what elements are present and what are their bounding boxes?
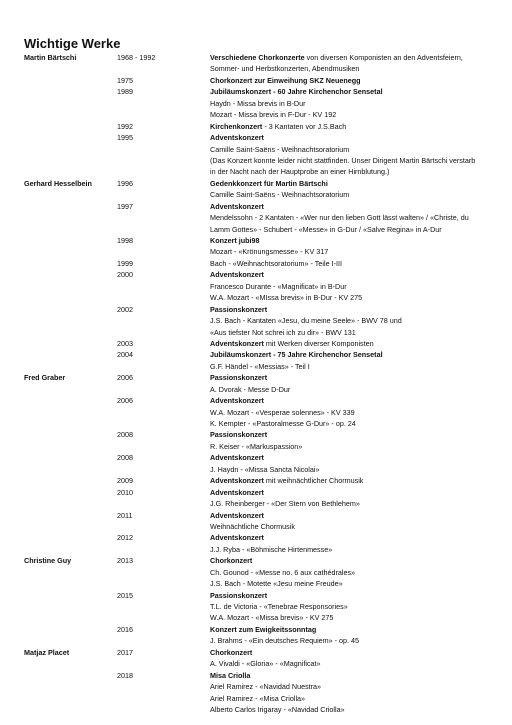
work-description (210, 475, 363, 486)
work-description (210, 258, 342, 269)
work-details: «Aus tiefster Not schrei ich zu dir» - BWV 131 (210, 327, 356, 337)
table-row (0, 464, 512, 475)
year: 2000 (117, 270, 133, 280)
work-title: Passionskonzert (210, 373, 268, 383)
conductor-name: Gerhard Hesselbein (24, 178, 92, 188)
table-row (0, 521, 512, 532)
work-description (210, 98, 305, 109)
work-description (210, 372, 267, 383)
table-row (0, 567, 512, 578)
page-title: Wichtige Werke (24, 36, 121, 51)
table-row (0, 201, 512, 212)
table-row (0, 315, 512, 326)
work-description (210, 327, 356, 338)
work-description (210, 224, 442, 235)
year: 2015 (117, 590, 133, 600)
work-description (210, 693, 305, 704)
work-title: Passionskonzert (210, 590, 268, 600)
conductor-name: Fred Graber (24, 373, 66, 383)
work-details: Lamm Gottes» - Schubert - «Messe» in G-Dur / «Salve Regina» in A-Dur (210, 224, 442, 234)
table-row (0, 452, 512, 463)
table-row (0, 532, 512, 543)
work-details: J.S. Bach - Motette «Jesu meine Freude» (210, 579, 343, 589)
year: 2009 (117, 476, 133, 486)
year: 2006 (117, 396, 133, 406)
year: 2010 (117, 487, 133, 497)
table-row (0, 155, 512, 166)
table-row (0, 601, 512, 612)
work-details: Haydn - Missa brevis in B-Dur (210, 98, 306, 108)
year: 1989 (117, 87, 133, 97)
work-details: Mozart - Missa brevis in F-Dur - KV 192 (210, 110, 337, 120)
work-description (210, 658, 321, 669)
work-details: W.A. Mozart - «MIssa brevis» in B-Dur - KV 275 (210, 293, 363, 303)
year: 1992 (117, 121, 133, 131)
table-row (0, 338, 512, 349)
table-row (0, 372, 512, 383)
year: 2004 (117, 350, 133, 360)
works-table (0, 52, 512, 715)
work-description (210, 670, 250, 681)
table-row (0, 52, 512, 63)
work-details: W.A. Mozart - «Missa brevis» - KV 275 (210, 613, 334, 623)
work-title: Kirchenkonzert (210, 121, 263, 131)
year: 1995 (117, 133, 133, 143)
work-details: Ariel Ramirez - «Misa Criolla» (210, 693, 306, 703)
table-row (0, 407, 512, 418)
work-title: Gedenkkonzert für Martin Bärtschi (210, 178, 328, 188)
work-details: Francesco Durante - «Magnificat» in B-Dur (210, 281, 347, 291)
work-details: Bach - «Weihnachtsoratorium» - Teile I-III (210, 258, 342, 268)
work-description (210, 132, 264, 143)
work-description (210, 121, 346, 132)
year: 2012 (117, 533, 133, 543)
table-row (0, 487, 512, 498)
year: 1968 - 1992 (117, 53, 156, 62)
work-title: Adventskonzert (210, 453, 264, 463)
table-row (0, 612, 512, 623)
work-title: Adventskonzert (210, 396, 264, 406)
year: 1998 (117, 236, 133, 245)
work-description (210, 338, 374, 349)
table-row (0, 693, 512, 704)
work-details: J. Haydn - «Missa Sancta Nicolai» (210, 464, 320, 474)
work-title: Passionskonzert (210, 304, 268, 314)
work-description (210, 624, 316, 635)
table-row (0, 418, 512, 429)
work-details: Mendelssohn - 2 Kantaten - «Wer nur den lieben Gott lässt walten» / «Christe, du (210, 213, 469, 223)
work-description (210, 567, 355, 578)
work-title: Adventskonzert (210, 510, 264, 520)
work-description (210, 590, 267, 601)
work-title: Adventskonzert (210, 270, 264, 280)
year: 2018 (117, 670, 133, 680)
work-description (210, 212, 469, 223)
work-details: W.A. Mozart - «Vesperae solennes» - KV 339 (210, 407, 355, 417)
table-row (0, 98, 512, 109)
work-description (210, 144, 349, 155)
work-title: Jubiläumskonzert - 60 Jahre Kirchenchor Sensetal (210, 87, 383, 97)
table-row (0, 510, 512, 521)
table-row (0, 475, 512, 486)
work-description (210, 532, 264, 543)
table-row (0, 212, 512, 223)
table-row (0, 349, 512, 360)
work-title: Passionskonzert (210, 430, 268, 440)
work-title: Chorkonzert (210, 647, 253, 657)
table-row (0, 635, 512, 646)
work-details: Ariel Ramirez - «Navidad Nuestra» (210, 682, 322, 692)
year: 2002 (117, 304, 133, 314)
table-row (0, 498, 512, 509)
table-row (0, 578, 512, 589)
work-title: Adventskonzert (210, 201, 264, 211)
table-row (0, 292, 512, 303)
work-details: J.S. Bach - Kantaten «Jesu, du meine Seele» - BWV 78 und (210, 316, 402, 326)
table-row (0, 109, 512, 120)
table-row (0, 670, 512, 681)
work-description (210, 555, 252, 566)
table-row (0, 361, 512, 372)
year: 1996 (117, 178, 133, 188)
table-row (0, 75, 512, 86)
work-title: Adventskonzert (210, 133, 264, 143)
work-description (210, 349, 383, 360)
table-row (0, 269, 512, 280)
table-row (0, 144, 512, 155)
work-description (210, 155, 475, 166)
year: 2016 (117, 624, 133, 634)
work-details: in der Nacht nach der Hauptprobe an einer Hirnblutung.) (210, 167, 390, 177)
year: 2013 (117, 556, 133, 566)
conductor-name: Matjaz Placet (24, 647, 70, 657)
table-row (0, 647, 512, 658)
work-details: Mozart - «Krönungsmesse» - KV 317 (210, 247, 329, 257)
work-description (210, 601, 348, 612)
table-row (0, 281, 512, 292)
work-details: T.L. de Victoria - «Tenebrae Responsories» (210, 602, 348, 611)
work-details: A. Vivaldi - «Gloria» - «Magnificat» (210, 659, 321, 669)
work-details: Camille Saint-Saëns - Weihnachtsoratorium (210, 190, 350, 200)
year: 2003 (117, 338, 133, 348)
work-description (210, 75, 361, 86)
work-details: von diversen Komponisten an den Adventsfeiern, (304, 53, 463, 62)
year: 2008 (117, 453, 133, 463)
year: 1999 (117, 258, 133, 268)
year: 2006 (117, 373, 133, 383)
table-row (0, 178, 512, 189)
work-description (210, 510, 264, 521)
work-description (210, 578, 343, 589)
table-row (0, 258, 512, 269)
work-description (210, 189, 349, 200)
work-description (210, 452, 264, 463)
year: 2008 (117, 430, 133, 440)
work-details: R. Keiser - «Markuspassion» (210, 441, 303, 451)
work-title: Konzert zum Ewigkeitssonntag (210, 624, 317, 634)
work-description (210, 281, 347, 292)
table-row (0, 189, 512, 200)
work-title: Chorkonzert (210, 556, 253, 566)
table-row (0, 246, 512, 257)
work-details: - 3 Kantaten vor J.S.Bach (262, 121, 347, 131)
conductor-name: Martin Bärtschi (24, 53, 77, 62)
work-title: Jubiläumskonzert - 75 Jahre Kirchenchor Sensetal (210, 350, 383, 360)
work-description (210, 544, 332, 555)
work-description (210, 52, 463, 63)
table-row (0, 590, 512, 601)
work-description (210, 384, 290, 395)
year: 2017 (117, 647, 133, 657)
work-details: J.G. Rheinberger - «Der Stern von Bethlehem» (210, 499, 360, 509)
work-description (210, 418, 356, 429)
work-title: Adventskonzert (210, 533, 264, 543)
table-row (0, 304, 512, 315)
table-row (0, 86, 512, 97)
work-details: Sommer- und Herbstkonzerten, Abendmusiken (210, 64, 360, 74)
work-description (210, 201, 264, 212)
work-description (210, 292, 362, 303)
work-details: Alberto Carlos Irigaray - «Navidad Criolla» (210, 704, 345, 714)
table-row (0, 681, 512, 692)
table-row (0, 704, 512, 715)
work-details: G.F. Händel - «Messias» - Teil I (210, 361, 310, 371)
work-description (210, 315, 402, 326)
work-description (210, 361, 310, 372)
work-description (210, 487, 264, 498)
year: 1997 (117, 201, 133, 211)
table-row (0, 395, 512, 406)
year: 1975 (117, 75, 133, 85)
table-row (0, 166, 512, 177)
table-row (0, 658, 512, 669)
work-description (210, 441, 302, 452)
work-description (210, 635, 359, 646)
table-row (0, 555, 512, 566)
table-row (0, 224, 512, 235)
table-row (0, 441, 512, 452)
work-description (210, 246, 328, 257)
work-description (210, 178, 328, 189)
work-details: Camille Saint-Saëns - Weihnachtsoratorium (210, 144, 350, 154)
table-row (0, 63, 512, 74)
work-details: Ch. Gounod - «Messe no. 6 aux cathédrales» (210, 567, 356, 577)
work-title: Adventskonzert (210, 476, 264, 486)
table-row (0, 235, 512, 246)
table-row (0, 384, 512, 395)
year: 2011 (117, 510, 133, 520)
table-row (0, 544, 512, 555)
work-title: Adventskonzert (210, 338, 264, 348)
work-details: Weihnächtliche Chormusik (210, 521, 295, 531)
work-description (210, 464, 319, 475)
work-description (210, 429, 267, 440)
work-description (210, 498, 360, 509)
work-details: K. Kempter - «Pastoralmesse G-Dur» - op. 24 (210, 419, 356, 428)
work-description (210, 681, 321, 692)
work-details: J.J. Ryba - «Böhmische Hirtenmesse» (210, 544, 333, 554)
table-row (0, 121, 512, 132)
work-description (210, 647, 252, 658)
work-details: A. Dvorak - Messe D-Dur (210, 384, 291, 394)
work-title: Konzert jubi98 (210, 236, 260, 245)
work-details: J. Brahms - «Ein deutsches Requiem» - op. 45 (210, 636, 360, 646)
work-description (210, 235, 260, 246)
work-title: Chorkonzert zur Einweihung SKZ Neuenegg (210, 75, 361, 85)
table-row (0, 429, 512, 440)
work-title: Misa Criolla (210, 670, 251, 680)
table-row (0, 327, 512, 338)
conductor-name: Christine Guy (24, 556, 72, 566)
work-details: mit Werken diverser Komponisten (263, 338, 374, 348)
work-title: Verschiedene Chorkonzerte (210, 53, 305, 62)
work-description (210, 612, 333, 623)
work-description (210, 109, 336, 120)
work-description (210, 521, 295, 532)
work-details: mit weihnächtlicher Chormusik (263, 476, 364, 486)
work-description (210, 63, 359, 74)
work-description (210, 704, 345, 715)
work-description (210, 304, 267, 315)
work-description (210, 395, 264, 406)
work-description (210, 166, 389, 177)
work-description (210, 407, 355, 418)
work-description (210, 269, 264, 280)
work-details: (Das Konzert konnte leider nicht stattfinden. Unser Dirigent Martin Bärtschi verstarb (210, 155, 476, 165)
work-description (210, 86, 383, 97)
table-row (0, 132, 512, 143)
table-row (0, 624, 512, 635)
work-title: Adventskonzert (210, 487, 264, 497)
